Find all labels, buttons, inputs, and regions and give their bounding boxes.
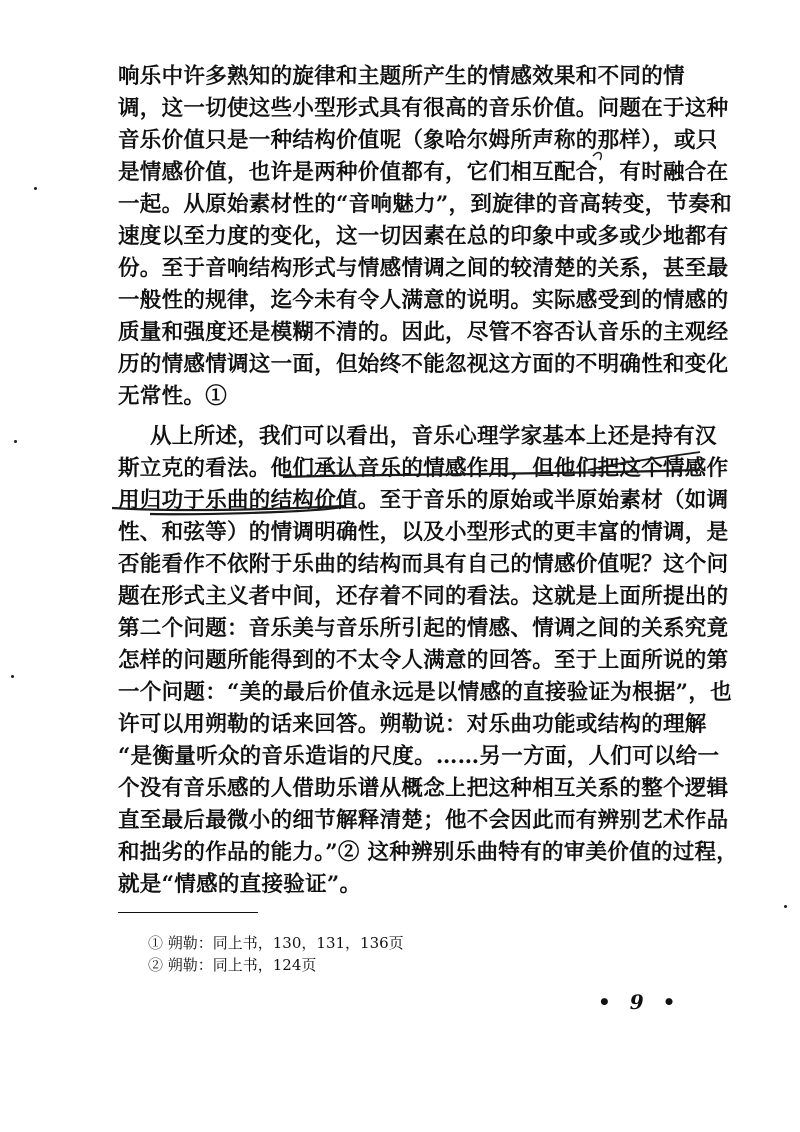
scan-speck bbox=[11, 675, 14, 678]
text-line: 题在形式主义者中间，还存着不同的看法。这就是上面所提出的 bbox=[118, 584, 729, 609]
text-line: 个没有音乐感的人借助乐谱从概念上把这种相互关系的整个逻辑 bbox=[118, 776, 729, 801]
page-number: • 9 • bbox=[598, 990, 682, 1014]
text-line: 和拙劣的作品的能力。”② 这种辨别乐曲特有的审美价值的过程， bbox=[118, 840, 739, 865]
text-line: 一个问题：“美的最后价值永远是以情感的直接验证为根据”，也 bbox=[118, 680, 732, 705]
text-line: 调，这一切使这些小型形式具有很高的音乐价值。问题在于这种 bbox=[118, 96, 729, 121]
footnote-rule bbox=[118, 912, 258, 913]
text-line: 份。至于音响结构形式与情感情调之间的较清楚的关系，甚至最 bbox=[118, 256, 729, 281]
text-line: 性、和弦等）的情调明确性，以及小型形式的更丰富的情调，是 bbox=[118, 520, 729, 545]
text-line: 直至最后最微小的细节解释清楚；他不会因此而有辨别艺术作品 bbox=[118, 808, 729, 833]
text-line: 速度以至力度的变化，这一切因素在总的印象中或多或少地都有 bbox=[118, 224, 729, 249]
scan-speck bbox=[784, 905, 787, 908]
scan-speck bbox=[14, 440, 17, 443]
text-line: 历的情感情调这一面，但始终不能忽视这方面的不明确性和变化 bbox=[118, 352, 729, 377]
text-line: 怎样的问题所能得到的不太令人满意的回答。至于上面所说的第 bbox=[118, 648, 729, 673]
text-line: 一般性的规律，迄今未有令人满意的说明。实际感受到的情感的 bbox=[118, 288, 729, 313]
footnote: ① 朔勒：同上书，130，131，136页 bbox=[148, 934, 404, 952]
footnote: ② 朔勒：同上书，124页 bbox=[148, 956, 317, 974]
scan-speck bbox=[34, 187, 37, 190]
text-line: 响乐中许多熟知的旋律和主题所产生的情感效果和不同的情 bbox=[118, 64, 685, 89]
text-line: 一起。从原始素材性的“音响魅力”，到旋律的音高转变，节奏和 bbox=[118, 192, 732, 217]
text-line: 斯立克的看法。他们承认音乐的情感作用，但他们把这个情感作 bbox=[118, 456, 729, 481]
text-line: 音乐价值只是一种结构价值呢（象哈尔姆所声称的那样），或只 bbox=[118, 128, 718, 153]
text-line: 否能看作不依附于乐曲的结构而具有自己的情感价值呢？这个问 bbox=[118, 552, 729, 577]
text-line: 是情感价值，也许是两种价值都有，它们相互配合，有时融合在 bbox=[118, 160, 729, 185]
text-line: 质量和强度还是模糊不清的。因此，尽管不容否认音乐的主观经 bbox=[118, 320, 729, 345]
text-line: “是衡量听众的音乐造诣的尺度。……另一方面，人们可以给一 bbox=[118, 744, 720, 769]
text-line: 用归功于乐曲的结构价值。至于音乐的原始或半原始素材（如调 bbox=[118, 488, 729, 513]
text-line: 就是“情感的直接验证”。 bbox=[118, 872, 362, 897]
text-line: 无常性。① bbox=[118, 384, 228, 409]
text-line: 许可以用朔勒的话来回答。朔勒说：对乐曲功能或结构的理解 bbox=[118, 712, 707, 737]
text-line: 第二个问题：音乐美与音乐所引起的情感、情调之间的关系究竟 bbox=[118, 616, 729, 641]
text-line: 从上所述，我们可以看出，音乐心理学家基本上还是持有汉 bbox=[150, 424, 717, 449]
